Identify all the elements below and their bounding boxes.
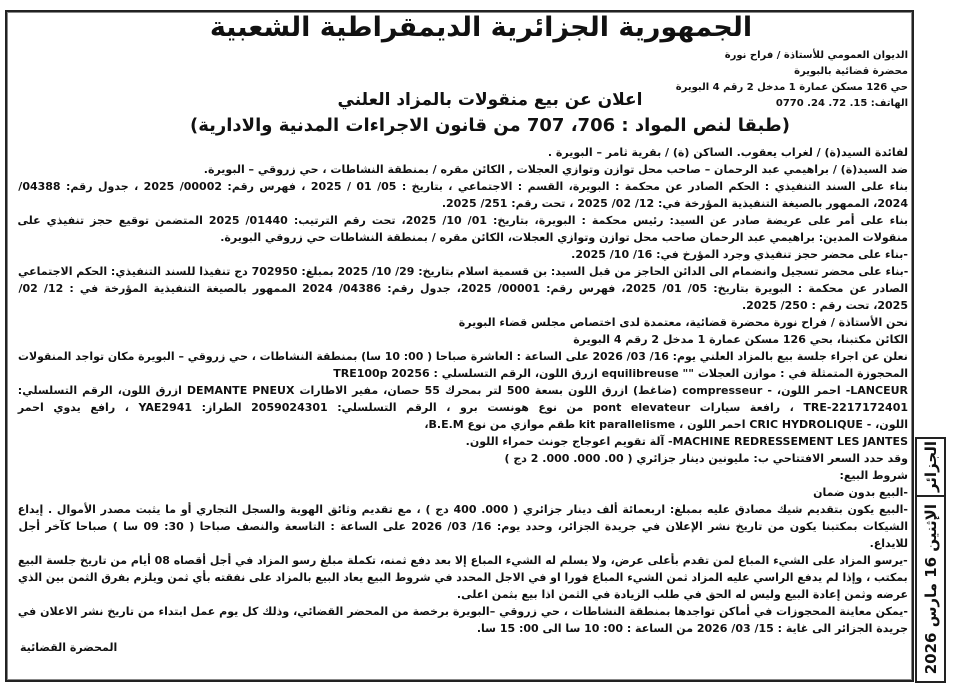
notice-line <box>18 382 908 399</box>
notice-line <box>18 620 908 637</box>
notice-line <box>18 501 908 518</box>
notice-line <box>18 399 908 416</box>
notice-line <box>18 365 908 382</box>
office-phone: الهاتف: 15. 72. 24. 0770 <box>775 98 908 109</box>
notice-line <box>18 348 908 365</box>
notice-line-text: TRE-2217172401 ، رافعة سيارات pont elevateur من نوع هونست برو ، الرقم التسلسلي: 2059024301 الطراز: YAE2941 ، رافع يدوي احمر <box>17 401 908 414</box>
notice-line <box>18 484 908 501</box>
notice-line-text: بناء على أمر على عريضة صادر عن السيد: رئيس محكمة : البويرة، بتاريخ: 01/ 10/ 2025، تحت رقم الترتيب: 01440/ 2025 المتضمن توقيع حجز تنفيذي على <box>17 214 908 227</box>
notice-line <box>18 552 908 569</box>
notice-line-text: -يمكن معاينة المحجوزات في أماكن تواجدها بمنطقة النشاطات ، حي زروقي –البويرة برخصة من المحضر القضائي، وذلك كل يوم عمل ابتداء من تاريخ نشر الاعلان في <box>17 605 908 618</box>
publication-date: الإثنين 16 مارس 2026 <box>921 503 940 675</box>
notice-line-text: 2025، تحت رقم : 250/ 2025. <box>741 299 908 312</box>
notice-line <box>18 450 908 467</box>
notice-line-text: LANCEUR- احمر اللون، - compresseur (ضاغط) ازرق اللون بسعة 500 لتر بمحرك 55 حصان، مفير الاطارات DEMANTE PNEUX ازرق اللون، الرقم التسلسلي: <box>17 384 908 397</box>
notice-line-text: نحن الأستاذة / فراح نورة محضرة قضائية، معتمدة لدى اختصاص مجلس قضاء البويرة <box>458 316 908 329</box>
notice-body <box>18 144 908 637</box>
notice-line-text: شروط البيع: <box>839 469 908 482</box>
notice-line-text: المحجوزة المتمثلة في : موازن العجلات "" equilibreuse ازرق اللون، الرقم التسلسلي : TRE100p 20256 <box>333 367 908 380</box>
newspaper-logo: الجزائر <box>917 439 944 497</box>
notice-line <box>18 229 908 246</box>
notice-subheadline: (طبقا لنص المواد : 706، 707 من قانون الاجراءات المدنية والادارية) <box>190 115 790 136</box>
newspaper-date-strip <box>915 437 946 683</box>
office-address: حي 126 مسكن عمارة 1 مدخل 2 رقم 4 البويرة <box>675 82 908 93</box>
notice-line <box>18 144 908 161</box>
notice-line-text: MACHINE REDRESSEMENT LES JANTES- آلة تقويم اعوجاج جونث حمراء اللون. <box>465 435 908 448</box>
notice-line <box>18 297 908 314</box>
notice-line-text: الصادر عن محكمة : البويرة بتاريخ: 05/ 01/ 2025، فهرس رقم: 00001/ 2025، جدول رقم: 04386/ 2024 الممهور بالصيغة التنفيذية المؤرخة في : 12/ 02/ <box>18 282 908 295</box>
notice-line-text: للايداع. <box>869 537 908 550</box>
notice-line <box>18 518 908 535</box>
notice-line <box>18 161 908 178</box>
notice-line <box>18 467 908 484</box>
page-title: الجمهورية الجزائرية الديمقراطية الشعبية <box>209 12 753 43</box>
notice-line-text: 2024، الممهور بالصيغة التنفيذية المؤرخة في: 12/ 02/ 2025 ، تحت رقم: 251/ 2025. <box>441 197 908 210</box>
notice-line-text: -بناء على محضر تسجيل وانضمام الى الدائن الحاجز من قبل السيد: بن قسمية اسلام بتاريخ: 29/ 10/ 2025 بمبلغ: 702950 دج تنفيذا للسند التنفيذي: الحكم الاجتماعي <box>17 265 908 278</box>
notice-line-text: -البيع بدون ضمان <box>813 486 908 499</box>
notice-line-text: لفائدة السيد(ة) / لغراب يعقوب. الساكن (ة) / بقرية ثامر – البويرة . <box>547 146 908 159</box>
notice-line <box>18 433 908 450</box>
office-name: الديوان العمومي للأستاذة / فراح نورة <box>724 50 908 61</box>
office-role: محضرة قضائية بالبويرة <box>794 66 908 77</box>
notice-line <box>18 314 908 331</box>
notice-line-text: اللون، - CRIC HYDROLIQUE احمر اللون ، kit parallelisme طقم موازي من نوع B.E.M، <box>424 418 908 431</box>
notice-headline: اعلان عن بيع منقولات بالمزاد العلني <box>337 90 643 110</box>
notice-line <box>18 246 908 263</box>
notice-line-text: منقولات المدين: براهيمي عبد الرحمان صاحب محل توازن وتوازي العجلات، الكائن مقره / بمنطقة النشاطات حي زروقي البويرة. <box>220 231 908 244</box>
notice-line <box>18 195 908 212</box>
notice-line <box>18 416 908 433</box>
notice-line-text: الكائن مكتبنا، بحي 126 مسكن عمارة 1 مدخل 2 رقم 4 البويرة <box>573 333 908 346</box>
notice-line-text: -يرسو المزاد على الشيء المباع لمن تقدم بأعلى عرض، ولا يسلم له الشيء المباع إلا بعد دفع ثمنه، تكملة مبلغ رسو المزاد في أجل أقصاه 08 أيام من تاريخ جلسة البيع <box>18 554 908 567</box>
notice-line-text: وقد حدد السعر الافتتاحي ب: مليونين دينار جزائري ( 00. 000. 000. 2 دج ) <box>504 452 908 465</box>
notice-line-text: عرضه وثمن إعادة البيع وليس له الحق في طلب الزيادة في الثمن اذا بيع بثمن اعلى. <box>456 588 908 601</box>
notice-line <box>18 603 908 620</box>
notice-line <box>18 586 908 603</box>
notice-line <box>18 569 908 586</box>
notice-line-text: بمكتب ، وإذا لم يدفع الراسي عليه المزاد ثمن الشيء المباع فورا او في الاجل المحدد في شروط البيع يعاد البيع بالمزاد على نفقته بأي ثمن ويلزم بفرق الثمن بين الذي <box>18 571 908 584</box>
notice-line <box>18 178 908 195</box>
notice-line-text: نعلن عن اجراء جلسة بيع بالمزاد العلني يوم: 16/ 03/ 2026 على الساعة : العاشرة صباحا ( 00: 10 سا) بمنطقة النشاطات ، حي زروقي – البويرة مكان تواجد المنقولات <box>18 350 908 363</box>
notice-line-text: ضد السيد(ة) / براهيمي عبد الرحمان – صاحب محل توازن وتوازي العجلات , الكائن مقره / بمنطقة النشاطات ، حي زروقي – البويرة. <box>203 163 908 176</box>
notice-line <box>18 212 908 229</box>
notice-line <box>18 263 908 280</box>
notice-line-text: -بناء على محضر حجز تنفيذي وجرد المؤرخ في: 16/ 10/ 2025. <box>571 248 908 261</box>
signature: المحضرة القضائية <box>20 641 118 654</box>
notice-line <box>18 331 908 348</box>
notice-line <box>18 535 908 552</box>
notice-line <box>18 280 908 297</box>
notice-line-text: الشيكات بمكتبنا يكون من تاريخ نشر الإعلان في جريدة الجزائر، وحدد يوم: 16/ 03/ 2026 على الساعة : التاسعة والنصف صباحا ( 30: 09 سا ) صباحا كآخر أجل <box>18 520 908 533</box>
notice-line-text: جريدة الجزائر الى غاية : 15/ 03/ 2026 من الساعة : 00: 10 سا الى 00: 15 سا. <box>476 622 908 635</box>
notice-line-text: بناء على السند التنفيذي : الحكم الصادر عن محكمة : البويرة، القسم : الاجتماعي ، بتاريخ : 05/ 01 / 2025 ، فهرس رقم: 00002/ 2025 ، جدول رقم: 04388/ <box>18 180 908 193</box>
notice-line-text: -البيع يكون بتقديم شيك مصادق عليه بمبلغ: اربعمائة ألف دينار جزائري ( 000. 400 دج ) ، مع تقديم وثائق الهوية والسجل التجاري أو ما يثبت مصدر الأموال . إيداع <box>17 503 908 516</box>
